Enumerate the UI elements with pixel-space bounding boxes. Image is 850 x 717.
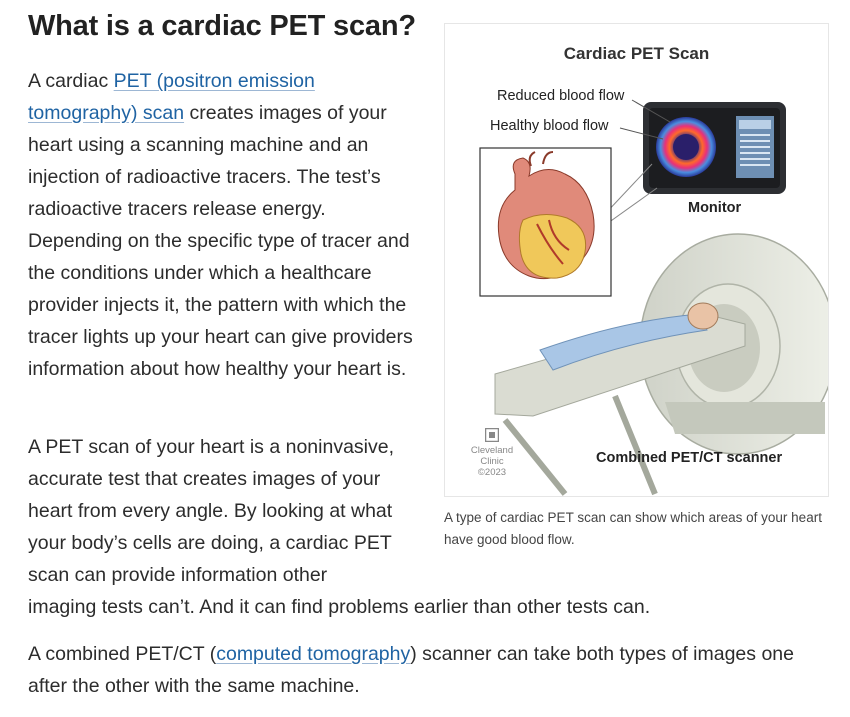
monitor-icon [643,102,786,194]
p2-text-b: imaging tests can’t. And it can find problems earlier than other tests can. [28,596,651,618]
label-scanner: Combined PET/CT scanner [596,450,783,466]
paragraph-pet-ct [28,638,818,702]
page-title: What is a cardiac PET scan? [28,10,416,42]
logo-line-1: Cleveland [470,445,514,456]
p1-text-after: creates images of your heart using a scanning machine and an injection of radioactive tracers. The test’s radioactive tracers release energy. Depending on the specific type of tracer and the conditions under which a healthcare provider injects it, the pattern with which the tracer lights up your heart can give providers information about how healthy your heart is. [28,102,413,380]
label-healthy-blood-flow: Healthy blood flow [490,118,609,134]
logo-line-2: Clinic [480,456,504,467]
paragraph-intro [28,65,420,385]
computed-tomography-link[interactable]: computed tomography [216,643,411,665]
figure-caption: A type of cardiac PET scan can show which areas of your heart have good blood flow. [444,510,822,547]
heart-icon [480,148,611,296]
logo-line-3: ©2023 [477,467,507,478]
p1-text-before: A cardiac [28,70,114,92]
p2-text-a: A PET scan of your heart is a noninvasive, accurate test that creates images of your heart from every angle. By looking at what your body’s cells are doing, a cardiac PET scan can provide information other [28,436,395,586]
p3-text-before: A combined PET/CT ( [28,643,217,665]
clinic-logo-icon [485,428,499,442]
label-monitor: Monitor [688,200,742,216]
cleveland-clinic-logo [467,428,517,478]
figure-title: Cardiac PET Scan [563,44,710,63]
p3-text-after: ) scanner can take both types of images one after the other with the same machine. [28,643,794,697]
cardiac-pet-illustration [444,23,829,497]
pet-scan-link[interactable]: PET (positron emission tomography) scan [28,70,315,124]
label-reduced-blood-flow: Reduced blood flow [497,88,625,104]
